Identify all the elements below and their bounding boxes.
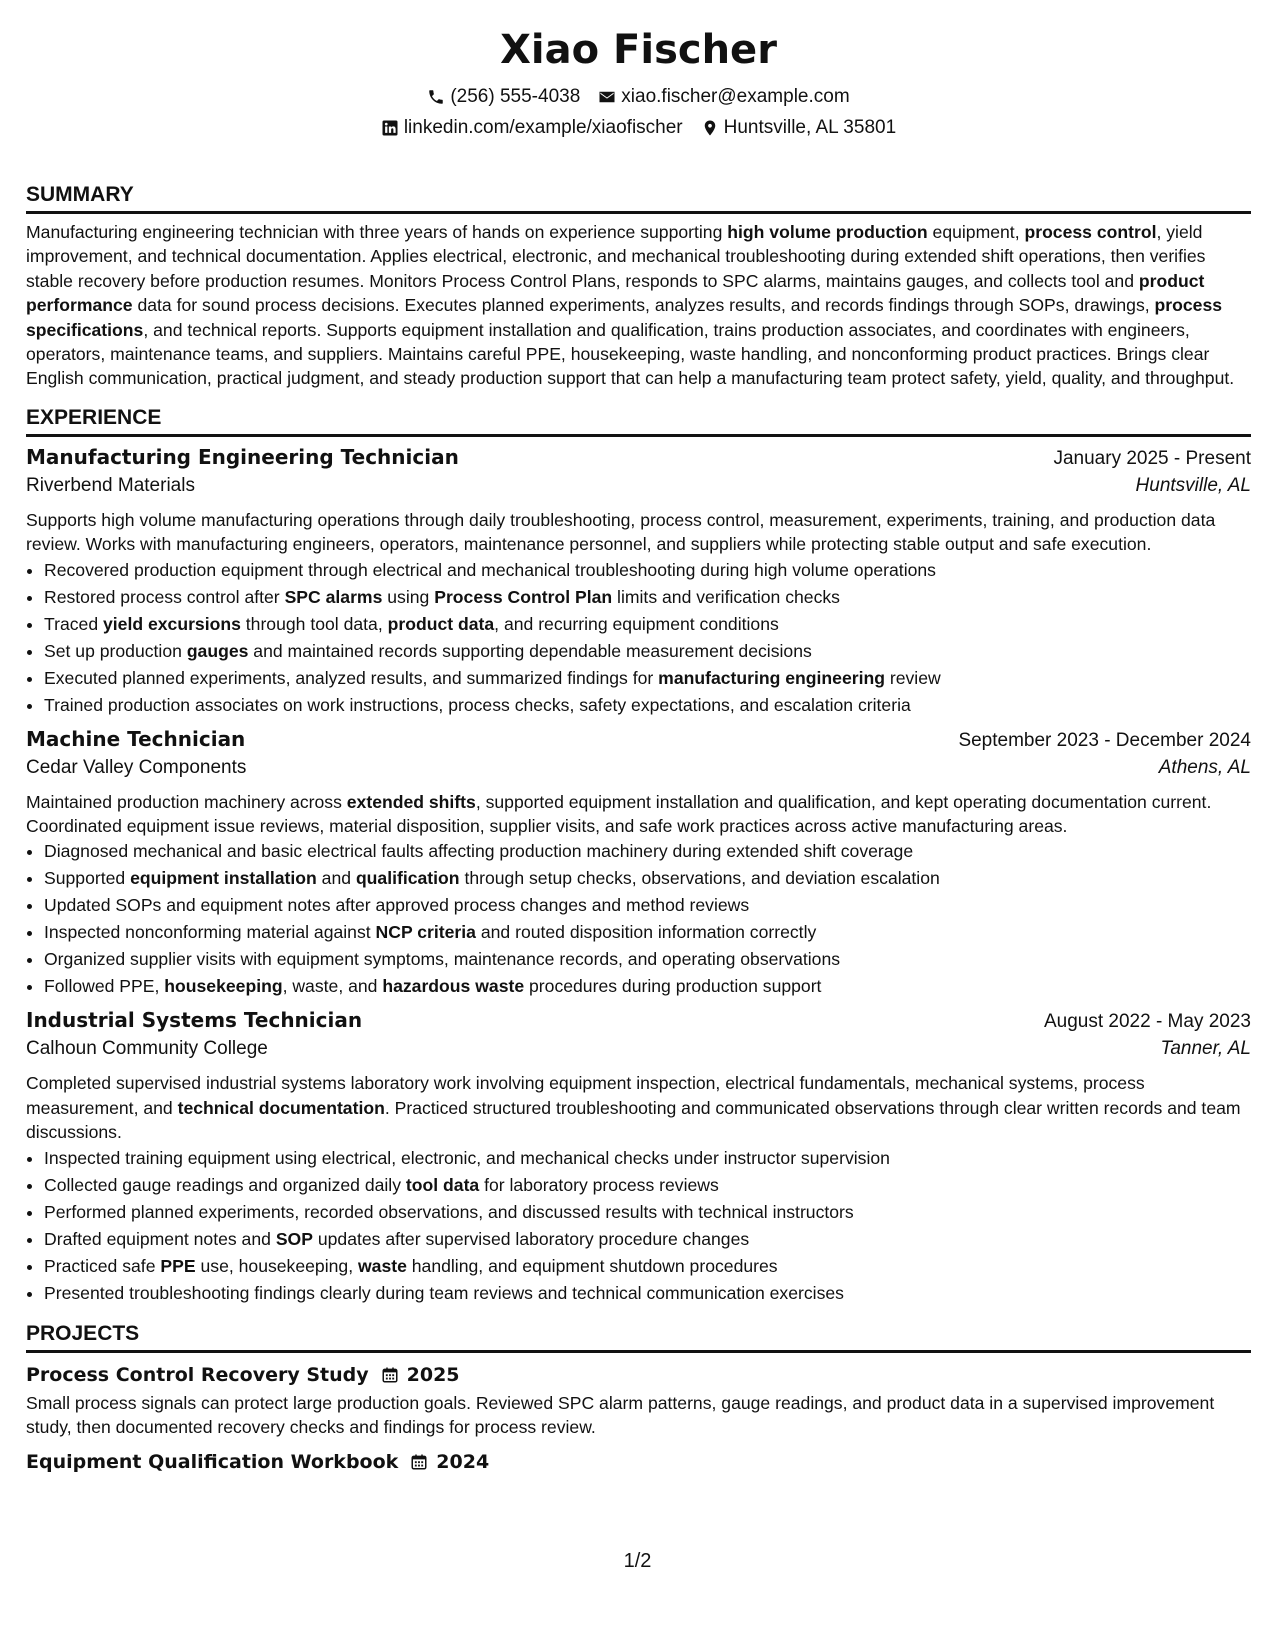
job-subheader <box>26 757 1251 787</box>
emphasis-text: product performance <box>26 270 1205 316</box>
candidate-name: Xiao Fischer <box>500 27 777 73</box>
summary-section <box>26 182 1251 391</box>
emphasis-text: SPC alarms <box>284 586 383 607</box>
calendar-icon <box>410 1453 428 1471</box>
job-company: Calhoun Community College <box>26 1038 268 1060</box>
bullet-item: • Inspected training equipment using electrical, electronic, and mechanical checks under instructor supervision <box>44 1145 1251 1172</box>
job-company: Riverbend Materials <box>26 474 195 496</box>
job-title: Industrial Systems Technician <box>26 1008 363 1033</box>
projects-section <box>26 1321 1251 1478</box>
phone-icon <box>427 88 445 106</box>
bullet-item: • Set up production gauges and maintained records supporting dependable measurement decisions <box>44 638 1251 665</box>
bullet-item: • Organized supplier visits with equipment symptoms, maintenance records, and operating observations <box>44 946 1251 973</box>
emphasis-text: Process Control Plan <box>434 586 613 607</box>
bullet-item: • Trained production associates on work instructions, process checks, safety expectations, and escalation criteria <box>44 692 1251 719</box>
contact-email[interactable] <box>598 86 849 108</box>
emphasis-text: technical documentation <box>177 1097 385 1118</box>
job-dates: August 2022 - May 2023 <box>1043 1011 1251 1033</box>
project-entry <box>26 1359 1251 1440</box>
linkedin-text: linkedin.com/example/xiaofischer <box>403 116 683 138</box>
bullet-item: • Executed planned experiments, analyzed results, and summarized findings for manufacturing engineering review <box>44 665 1251 692</box>
emphasis-text: manufacturing engineering <box>658 667 885 688</box>
job-title: Machine Technician <box>26 726 246 751</box>
emphasis-text: hazardous waste <box>382 976 525 997</box>
job-subheader <box>26 1038 1251 1068</box>
emphasis-text: process specifications <box>26 295 1223 340</box>
emphasis-text: waste <box>357 1255 407 1276</box>
emphasis-text: NCP criteria <box>375 922 476 943</box>
job-description: Maintained production machinery across extended shifts, supported equipment installation and qualification, and kept operating documentation current. Coordinated equipment issue reviews, material disposition, supplier visits, and safe work practices across active manufacturing areas. <box>26 791 1212 837</box>
job-bullets <box>26 838 1251 1000</box>
project-title: Process Control Recovery Study <box>26 1363 369 1386</box>
summary-heading: SUMMARY <box>26 182 1251 214</box>
emphasis-text: high volume production <box>727 222 928 242</box>
bullet-item: • Supported equipment installation and qualification through setup checks, observations, and deviation escalation <box>44 865 1251 892</box>
summary-text: Manufacturing engineering technician with three years of hands on experience supporting high volume production equipment, process control, yield improvement, and technical documentation. Applies electrical, electronic, and mechanical troubleshooting during extended shift operations, then verifies stable recovery before production resumes. Monitors Process Control Plans, responds to SPC alarms, maintains gauges, and collects tool and product performance data for sound process decisions. Executes planned experiments, analyzes results, and records findings through SOPs, drawings, process specifications, and technical reports. Supports equipment installation and qualification, trains production associates, and coordinates with engineers, operators, maintenance teams, and suppliers. Maintains careful PPE, housekeeping, waste handling, and nonconforming product practices. Brings clear English communication, practical judgment, and steady production support that can help a manufacturing team protect safety, yield, quality, and throughput. <box>26 222 1235 389</box>
contact-line-2 <box>26 112 1251 143</box>
job-header <box>26 1008 1251 1038</box>
emphasis-text: equipment installation <box>130 868 317 889</box>
emphasis-text: qualification <box>355 868 460 889</box>
job-description: Completed supervised industrial systems laboratory work involving equipment inspection, electrical fundamentals, mechanical systems, process measurement, and technical documentation. Practiced structured troubleshooting and communicated observations through clear written records and team discussions. <box>26 1073 1241 1143</box>
email-text: xiao.fischer@example.com <box>621 85 850 107</box>
job-entry <box>26 445 1251 719</box>
emphasis-text: SOP <box>275 1228 313 1249</box>
job-title: Manufacturing Engineering Technician <box>26 444 459 469</box>
job-location: Athens, AL <box>1158 756 1251 778</box>
job-description: Supports high volume manufacturing operations through daily troubleshooting, process control, measurement, experiments, training, and production data review. Works with manufacturing engineers, operators, maintenance personnel, and suppliers while protecting stable output and safe execution. <box>26 509 1216 555</box>
emphasis-text: PPE <box>160 1255 196 1276</box>
location-text: Huntsville, AL 35801 <box>723 116 897 138</box>
project-year-text: 2025 <box>406 1363 460 1386</box>
job-bullets <box>26 1145 1251 1307</box>
emphasis-text: gauges <box>186 640 249 661</box>
project-title: Equipment Qualification Workbook <box>26 1450 399 1473</box>
resume-page <box>26 0 1251 1478</box>
bullet-item: • Traced yield excursions through tool data, product data, and recurring equipment conditions <box>44 611 1251 638</box>
contact-location <box>701 117 897 139</box>
job-entry <box>26 727 1251 1001</box>
job-location: Huntsville, AL <box>1135 474 1251 496</box>
bullet-item: • Drafted equipment notes and SOP updates after supervised laboratory procedure changes <box>44 1226 1251 1253</box>
job-location: Tanner, AL <box>1160 1038 1251 1060</box>
project-year-text: 2024 <box>436 1450 490 1473</box>
bullet-item: • Collected gauge readings and organized daily tool data for laboratory process reviews <box>44 1172 1251 1199</box>
bullet-item: • Inspected nonconforming material against NCP criteria and routed disposition information correctly <box>44 919 1251 946</box>
emphasis-text: yield excursions <box>103 613 241 634</box>
job-company: Cedar Valley Components <box>26 756 247 778</box>
job-header <box>26 727 1251 757</box>
job-dates: September 2023 - December 2024 <box>958 729 1251 751</box>
contact-linkedin[interactable] <box>381 117 683 139</box>
contact-phone <box>427 86 580 108</box>
calendar-icon <box>381 1366 399 1384</box>
contact-line-1 <box>26 81 1251 112</box>
map-pin-icon <box>701 119 719 137</box>
bullet-item: • Followed PPE, housekeeping, waste, and hazardous waste procedures during production support <box>44 973 1251 1000</box>
bullet-item: • Updated SOPs and equipment notes after approved process changes and method reviews <box>44 892 1251 919</box>
project-year <box>410 1451 489 1473</box>
emphasis-text: housekeeping <box>164 976 283 997</box>
page-number: 1/2 <box>623 1550 652 1572</box>
project-header <box>26 1359 1251 1391</box>
projects-heading: PROJECTS <box>26 1321 1251 1353</box>
envelope-icon <box>598 88 616 106</box>
job-entry <box>26 1008 1251 1306</box>
bullet-item: • Recovered production equipment through electrical and mechanical troubleshooting during high volume operations <box>44 557 1251 584</box>
phone-text: (256) 555-4038 <box>450 85 581 107</box>
emphasis-text: product data <box>387 613 495 634</box>
job-subheader <box>26 475 1251 505</box>
emphasis-text: process control <box>1024 222 1157 242</box>
bullet-item: • Restored process control after SPC alarms using Process Control Plan limits and verification checks <box>44 584 1251 611</box>
emphasis-text: extended shifts <box>346 791 476 812</box>
job-bullets <box>26 557 1251 719</box>
project-entry <box>26 1446 1251 1478</box>
project-header <box>26 1446 1251 1478</box>
bullet-item: • Performed planned experiments, recorded observations, and discussed results with technical instructors <box>44 1199 1251 1226</box>
linkedin-icon <box>381 119 399 137</box>
project-year <box>381 1364 460 1386</box>
bullet-item: • Practiced safe PPE use, housekeeping, waste handling, and equipment shutdown procedures <box>44 1253 1251 1280</box>
experience-heading: EXPERIENCE <box>26 405 1251 437</box>
emphasis-text: tool data <box>405 1174 480 1195</box>
bullet-item: • Presented troubleshooting findings clearly during team reviews and technical communication exercises <box>44 1280 1251 1307</box>
bullet-item: • Diagnosed mechanical and basic electrical faults affecting production machinery during extended shift coverage <box>44 838 1251 865</box>
job-header <box>26 445 1251 475</box>
experience-section <box>26 405 1251 1307</box>
job-dates: January 2025 - Present <box>1053 447 1251 469</box>
project-description: Small process signals can protect large production goals. Reviewed SPC alarm patterns, gauge readings, and product data in a supervised improvement study, then documented recovery checks and findings for process review. <box>26 1392 1215 1438</box>
